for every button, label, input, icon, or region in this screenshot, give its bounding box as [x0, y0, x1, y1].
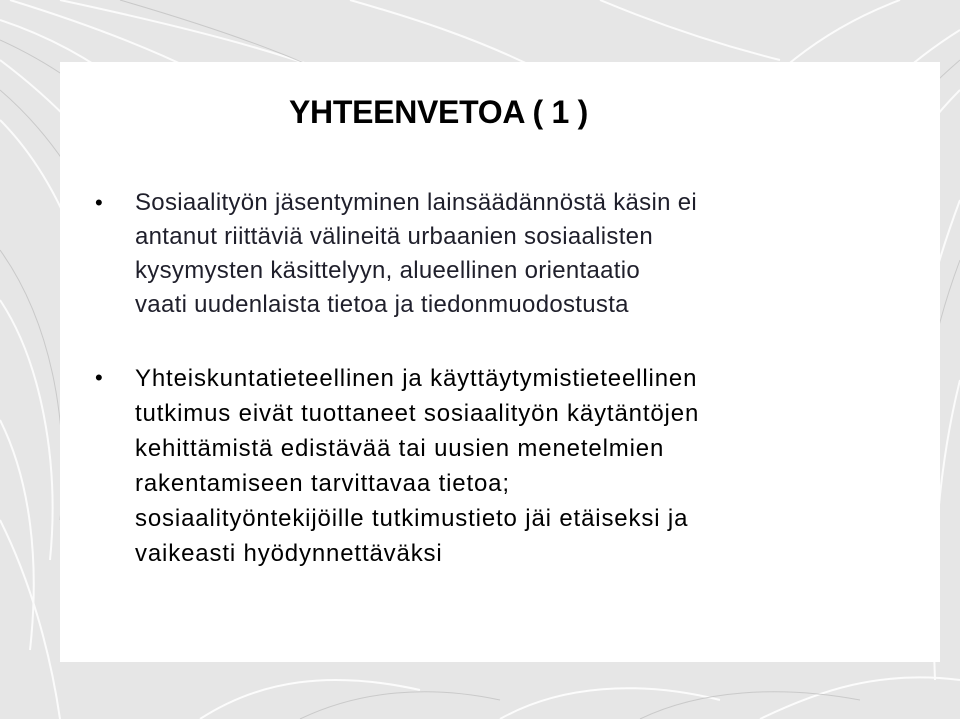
bullet-text-2: Yhteiskuntatieteellinen ja käyttäytymistieteellinen tutkimus eivät tuottaneet sosiaalityön käytäntöjen kehittämistä edistävää tai uusien menetelmien rakentamiseen tarvittavaa tietoa; sosiaalityöntekijöille tutkimustieto jäi etäiseksi ja vaikeasti hyödynnettäväksi — [135, 365, 700, 567]
slide-title: YHTEENVETOA ( 1 ) — [289, 94, 588, 130]
bullet-text-1: Sosiaalityön jäsentyminen lainsäädännöstä käsin ei antanut riittäviä välineitä urbaanien sosiaalisten kysymysten käsittelyyn, alueellinen orientaatio vaati uudenlaista tietoa ja tiedonmuodostusta — [135, 189, 698, 318]
bullet-icon: • — [95, 190, 103, 215]
bullet-icon: • — [95, 365, 103, 390]
